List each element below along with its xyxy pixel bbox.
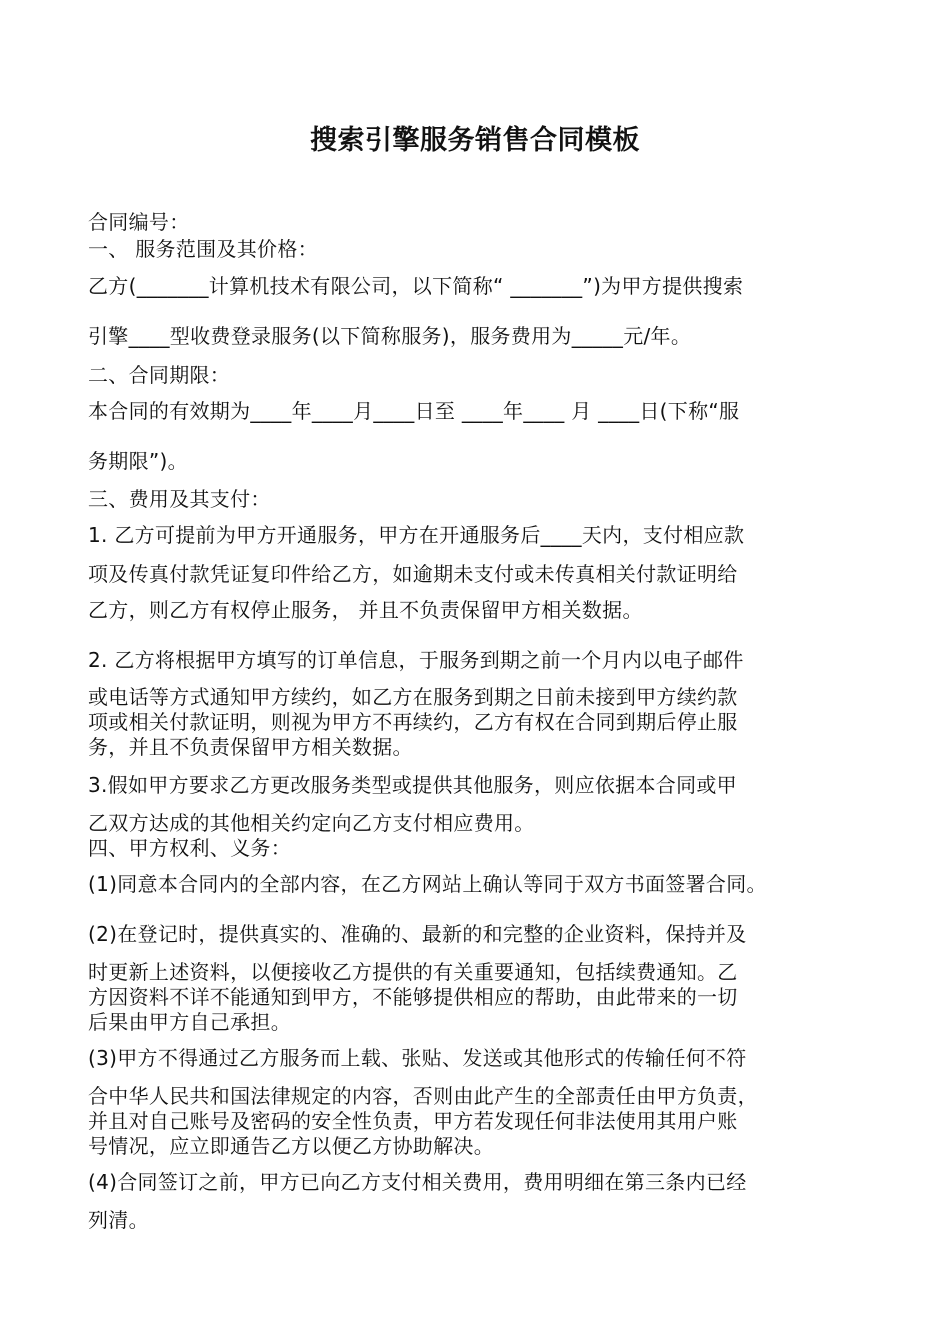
paragraph-line: 务，并且不负责保留甲方相关数据。: [88, 735, 413, 759]
paragraph-line: 务期限”)。: [88, 449, 188, 473]
paragraph-line: 合中华人民共和国法律规定的内容，否则由此产生的全部责任由甲方负责，: [88, 1084, 758, 1108]
paragraph-line: (1)同意本合同内的全部内容，在乙方网站上确认等同于双方书面签署合同。: [88, 872, 767, 896]
paragraph-line: 列清。: [88, 1208, 149, 1232]
paragraph-line: 本合同的有效期为____年____月____日至 ____年____ 月 ____日(下称“服: [88, 399, 740, 423]
paragraph-line: (4)合同签订之前，甲方已向乙方支付相关费用，费用明细在第三条内已经: [88, 1170, 747, 1194]
paragraph-line: (3)甲方不得通过乙方服务而上载、张贴、发送或其他形式的传输任何不符: [88, 1046, 747, 1070]
paragraph-line: 引擎____型收费登录服务(以下简称服务)，服务费用为_____元/年。: [88, 324, 692, 348]
paragraph-line: 1. 乙方可提前为甲方开通服务，甲方在开通服务后____天内，支付相应款: [88, 523, 745, 547]
paragraph-line: 号情况，应立即通告乙方以便乙方协助解决。: [88, 1134, 494, 1158]
paragraph-line: 2. 乙方将根据甲方填写的订单信息，于服务到期之前一个月内以电子邮件: [88, 648, 744, 672]
document-title: 搜索引擎服务销售合同模板: [310, 125, 640, 156]
paragraph-line: 时更新上述资料，以便接收乙方提供的有关重要通知，包括续费通知。乙: [88, 960, 738, 984]
paragraph-line: 乙双方达成的其他相关约定向乙方支付相应费用。: [88, 811, 535, 835]
paragraph-line: (2)在登记时，提供真实的、准确的、最新的和完整的企业资料，保持并及: [88, 922, 747, 946]
paragraph-line: 乙方(_______计算机技术有限公司，以下简称“ _______”)为甲方提供搜索: [88, 274, 744, 298]
line-contract-number: 合同编号：: [88, 210, 190, 234]
paragraph-line: 并且对自己账号及密码的安全性负责，甲方若发现任何非法使用其用户账: [88, 1109, 738, 1133]
paragraph-line: 项及传真付款凭证复印件给乙方，如逾期未支付或未传真相关付款证明给: [88, 562, 738, 586]
paragraph-line: 或电话等方式通知甲方续约，如乙方在服务到期之日前未接到甲方续约款: [88, 685, 738, 709]
paragraph-line: 方因资料不详不能通知到甲方，不能够提供相应的帮助，由此带来的一切: [88, 985, 738, 1009]
heading-contract-term: 二、合同期限：: [88, 363, 231, 387]
paragraph-line: 3.假如甲方要求乙方更改服务类型或提供其他服务，则应依据本合同或甲: [88, 773, 737, 797]
paragraph-line: 乙方，则乙方有权停止服务， 并且不负责保留甲方相关数据。: [88, 598, 643, 622]
heading-party-a-rights: 四、甲方权利、义务：: [88, 836, 291, 860]
heading-fees-payment: 三、费用及其支付：: [88, 487, 271, 511]
heading-service-scope: 一、 服务范围及其价格：: [88, 237, 318, 261]
paragraph-line: 后果由甲方自己承担。: [88, 1010, 291, 1034]
paragraph-line: 项或相关付款证明，则视为甲方不再续约，乙方有权在合同到期后停止服: [88, 710, 738, 734]
